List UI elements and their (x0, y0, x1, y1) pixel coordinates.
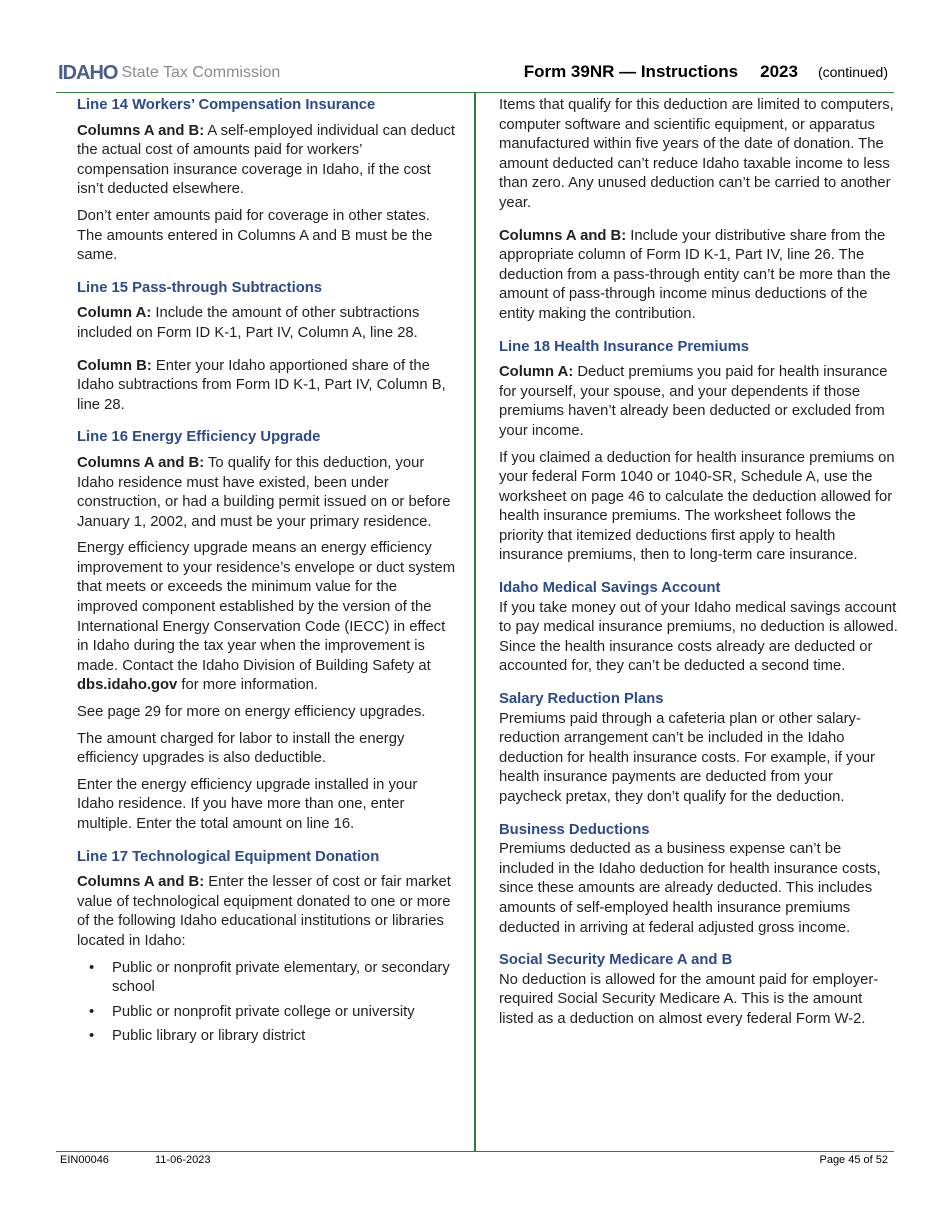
document-date: 11-06-2023 (155, 1154, 211, 1166)
line-17-heading: Line 17 Technological Equipment Donation (77, 848, 380, 865)
line-14-paragraph-1: Columns A and B: A self-employed individual can deduct the actual cost of amounts paid for workers’ compensation insurance coverage in Idaho, if the cost isn’t deducted elsewhere. (77, 122, 456, 198)
line-17-paragraph-1: Columns A and B: Enter the lesser of cost or fair market value of technological equipment donated to one or more of the following Idaho educational institutions or libraries located in Idaho: (77, 874, 451, 949)
institution-list (77, 959, 457, 1047)
salary-reduction-heading: Salary Reduction Plans (499, 691, 664, 708)
dbs-idaho-link[interactable]: dbs.idaho.gov (77, 677, 178, 694)
line-15-paragraph-2: Column B: Enter your Idaho apportioned share of the Idaho subtractions from Form ID K-1, Part IV, Column B, line 28. (77, 357, 446, 413)
footer-divider (56, 1151, 894, 1152)
list-item: • Public or nonprofit private elementary, or secondary school (89, 959, 450, 996)
bullet-icon: • (89, 1003, 95, 1020)
page-header (524, 62, 888, 82)
medical-savings-heading: Idaho Medical Savings Account (499, 580, 721, 597)
line-16-paragraph-2: Energy efficiency upgrade means an energy efficiency improvement to your residence’s envelope or duct system that meets or exceeds the minimum value for the improved component established by the version of the International Energy Conservation Code (IECC) in effect in Idaho during the tax year when the improvement is made. Contact the Idaho Division of Building Safety at dbs.idaho.gov for more information. (77, 540, 456, 694)
column-divider (474, 92, 476, 1151)
salary-reduction-text: Premiums paid through a cafeteria plan or other salary-reduction arrangement can’t be included in the Idaho deduction for health insurance costs. For example, if your health insurance payments are deducted from your paycheck pretax, they don’t qualify for the deduction. (499, 710, 875, 805)
bullet-icon: • (89, 1028, 95, 1045)
line-15-heading: Line 15 Pass-through Subtractions (77, 279, 323, 296)
line-16-heading: Line 16 Energy Efficiency Upgrade (77, 429, 321, 446)
business-deductions-heading: Business Deductions (499, 821, 650, 838)
line-15-paragraph-1: Column A: Include the amount of other subtractions included on Form ID K-1, Part IV, Column A, line 28. (77, 305, 420, 341)
agency-logo (58, 62, 280, 84)
line-16-paragraph-4: The amount charged for labor to install the energy efficiency upgrades is also deductible. (77, 730, 405, 767)
list-item: • Public or nonprofit private college or university (77, 1003, 457, 1023)
line-18-heading: Line 18 Health Insurance Premiums (499, 338, 749, 355)
line-18-paragraph-1: Column A: Deduct premiums you paid for health insurance for yourself, your spouse, and your dependents if those premiums haven’t already been deducted or excluded from your income. (499, 364, 888, 439)
agency-name: State Tax Commission (121, 64, 281, 81)
social-security-medicare-heading: Social Security Medicare A and B (499, 952, 733, 969)
line-16-paragraph-1: Columns A and B: To qualify for this deduction, your Idaho residence must have existed, been under construction, or had a building permit issued on or before January 1, 2002, and must be your primary residence. (77, 454, 451, 530)
page-number: Page 45 of 52 (819, 1154, 888, 1166)
line-18-paragraph-2: If you claimed a deduction for health insurance premiums on your federal Form 1040 or 1040-SR, Schedule A, use the worksheet on page 46 to calculate the deduction allowed for health insurance premiums. The worksheet follows the priority that itemized deductions first apply to health insurance premiums, then to long-term care insurance. (499, 449, 895, 564)
right-column (499, 96, 899, 1037)
business-deductions-text: Premiums deducted as a business expense can’t be included in the Idaho deduction for health insurance costs, since these amounts are already deducted. This includes amounts of self-employed health insurance premiums deducted in arriving at federal adjusted gross income. (499, 841, 881, 936)
line-14-paragraph-2: Don’t enter amounts paid for coverage in other states. The amounts entered in Columns A and B must be the same. (77, 207, 433, 264)
idaho-logo-mark: IDAHO (58, 61, 118, 84)
bullet-icon: • (89, 959, 95, 976)
line-16-paragraph-5: Enter the energy efficiency upgrade installed in your Idaho residence. If you have more than one, enter multiple. Enter the total amount on line 16. (77, 776, 418, 832)
medical-savings-text: If you take money out of your Idaho medical savings account to pay medical insurance premiums, no deduction is allowed. Since the health insurance costs already are deducted or accounted for, they can’t be deducted a second time. (499, 599, 898, 675)
line-16-paragraph-3: See page 29 for more on energy efficiency upgrades. (77, 704, 426, 721)
left-column (77, 96, 457, 1052)
line-17-qualifying-items: Items that qualify for this deduction are limited to computers, computer software and scientific equipment, or apparatus manufactured within five years of the date of donation. The amount deducted can’t reduce Idaho taxable income to less than zero. Any unused deduction can’t be carried to another year. (499, 97, 894, 211)
document-code: EIN00046 (60, 1154, 109, 1166)
form-year: 2023 (760, 62, 798, 81)
social-security-medicare-text: No deduction is allowed for the amount paid for employer-required Social Security Medicare A. This is the amount listed as a deduction on almost every federal Form W-2. (499, 971, 879, 1027)
form-title: Form 39NR — Instructions (523, 62, 739, 81)
line-14-heading: Line 14 Workers’ Compensation Insurance (77, 97, 376, 113)
continued-label: (continued) (817, 64, 888, 80)
line-17-columns-paragraph: Columns A and B: Include your distributive share from the appropriate column of Form ID K-1, Part IV, line 26. The deduction from a pass-through entity can’t be more than the amount of pass-through income minus deductions of the entity making the contribution. (499, 227, 891, 322)
list-item: • Public library or library district (77, 1027, 457, 1047)
